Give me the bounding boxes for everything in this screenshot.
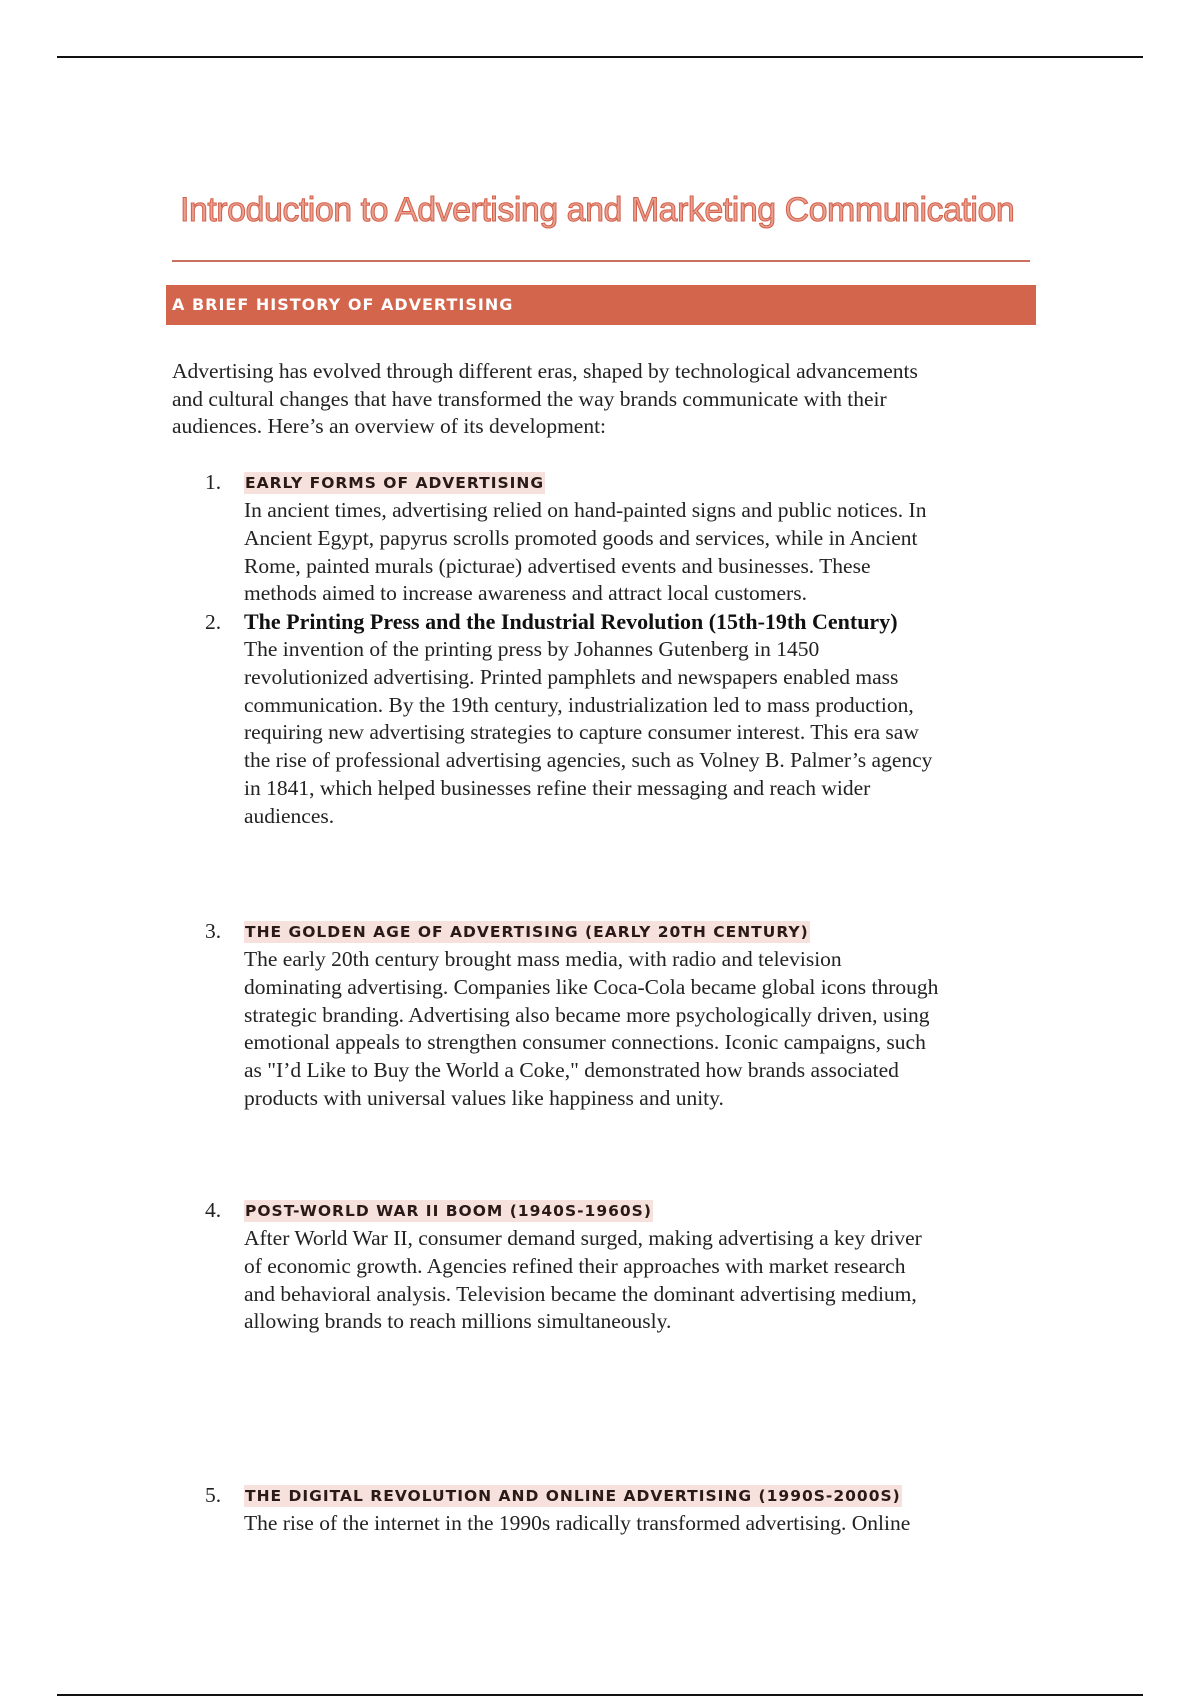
item-heading: EARLY FORMS OF ADVERTISING: [245, 474, 545, 492]
item-text-line: emotional appeals to strengthen consumer connections. Iconic campaigns, such: [244, 1030, 926, 1055]
item-number: 2.: [205, 610, 222, 634]
item-heading: THE DIGITAL REVOLUTION AND ONLINE ADVERTISING (1990S-2000S): [245, 1487, 901, 1505]
item-text-line: Ancient Egypt, papyrus scrolls promoted goods and services, while in Ancient: [244, 525, 918, 550]
item-text-line: The rise of the internet in the 1990s radically transformed advertising. Online: [244, 1511, 911, 1535]
item-number: 5.: [205, 1483, 222, 1507]
intro-line: audiences. Here’s an overview of its development:: [172, 414, 607, 439]
item-text-line: audiences.: [244, 803, 335, 828]
item-text-line: products with universal values like happiness and unity.: [244, 1085, 724, 1110]
item-text-line: as "I’d Like to Buy the World a Coke," demonstrated how brands associated: [244, 1058, 899, 1083]
item-body: [244, 468, 1034, 608]
item-text-line: methods aimed to increase awareness and attract local customers.: [244, 581, 807, 606]
title-underline: [172, 260, 1030, 262]
item-body: [244, 608, 1034, 831]
item-text-line: in 1841, which helped businesses refine their messaging and reach wider: [244, 775, 871, 800]
item-text-line: In ancient times, advertising relied on hand-painted signs and public notices. In: [244, 498, 927, 522]
item-heading: THE GOLDEN AGE OF ADVERTISING (EARLY 20TH CENTURY): [245, 923, 809, 941]
item-text-line: After World War II, consumer demand surged, making advertising a key driver: [244, 1226, 922, 1250]
item-heading: The Printing Press and the Industrial Revolution (15th-19th Century): [244, 609, 898, 634]
item-text-line: communication. By the 19th century, industrialization led to mass production,: [244, 692, 914, 717]
item-text-line: strategic branding. Advertising also became more psychologically driven, using: [244, 1002, 930, 1027]
item-number: 4.: [205, 1198, 222, 1222]
item-text-line: of economic growth. Agencies refined their approaches with market research: [244, 1253, 906, 1278]
item-text-line: requiring new advertising strategies to capture consumer interest. This era saw: [244, 720, 919, 745]
item-text-line: The invention of the printing press by Johannes Gutenberg in 1450: [244, 637, 820, 661]
item-text-line: The early 20th century brought mass media, with radio and television: [244, 947, 842, 971]
item-text-line: dominating advertising. Companies like Coca-Cola became global icons through: [244, 974, 939, 999]
item-number: 1.: [205, 470, 222, 494]
document-title: Introduction to Advertising and Marketing Communication: [180, 191, 1015, 229]
item-number: 3.: [205, 919, 222, 943]
item-text-line: and behavioral analysis. Television became the dominant advertising medium,: [244, 1281, 917, 1306]
item-text-line: allowing brands to reach millions simultaneously.: [244, 1309, 672, 1334]
item-text-line: revolutionized advertising. Printed pamphlets and newspapers enabled mass: [244, 664, 899, 689]
bottom-rule: [57, 1694, 1143, 1696]
intro-line: and cultural changes that have transformed the way brands communicate with their: [172, 386, 887, 411]
item-body: [244, 917, 1034, 1113]
section-banner: A BRIEF HISTORY OF ADVERTISING: [166, 285, 1036, 325]
top-rule: [57, 56, 1143, 58]
item-text-line: Rome, painted murals (picturae) advertised events and businesses. These: [244, 553, 871, 578]
item-text-line: the rise of professional advertising agencies, such as Volney B. Palmer’s agency: [244, 748, 933, 773]
intro-paragraph: [172, 358, 1042, 441]
item-heading: POST-WORLD WAR II BOOM (1940S-1960S): [245, 1202, 652, 1220]
intro-line: Advertising has evolved through different eras, shaped by technological advancements: [172, 359, 918, 383]
item-body: [244, 1196, 1034, 1336]
item-body: [244, 1481, 1034, 1538]
